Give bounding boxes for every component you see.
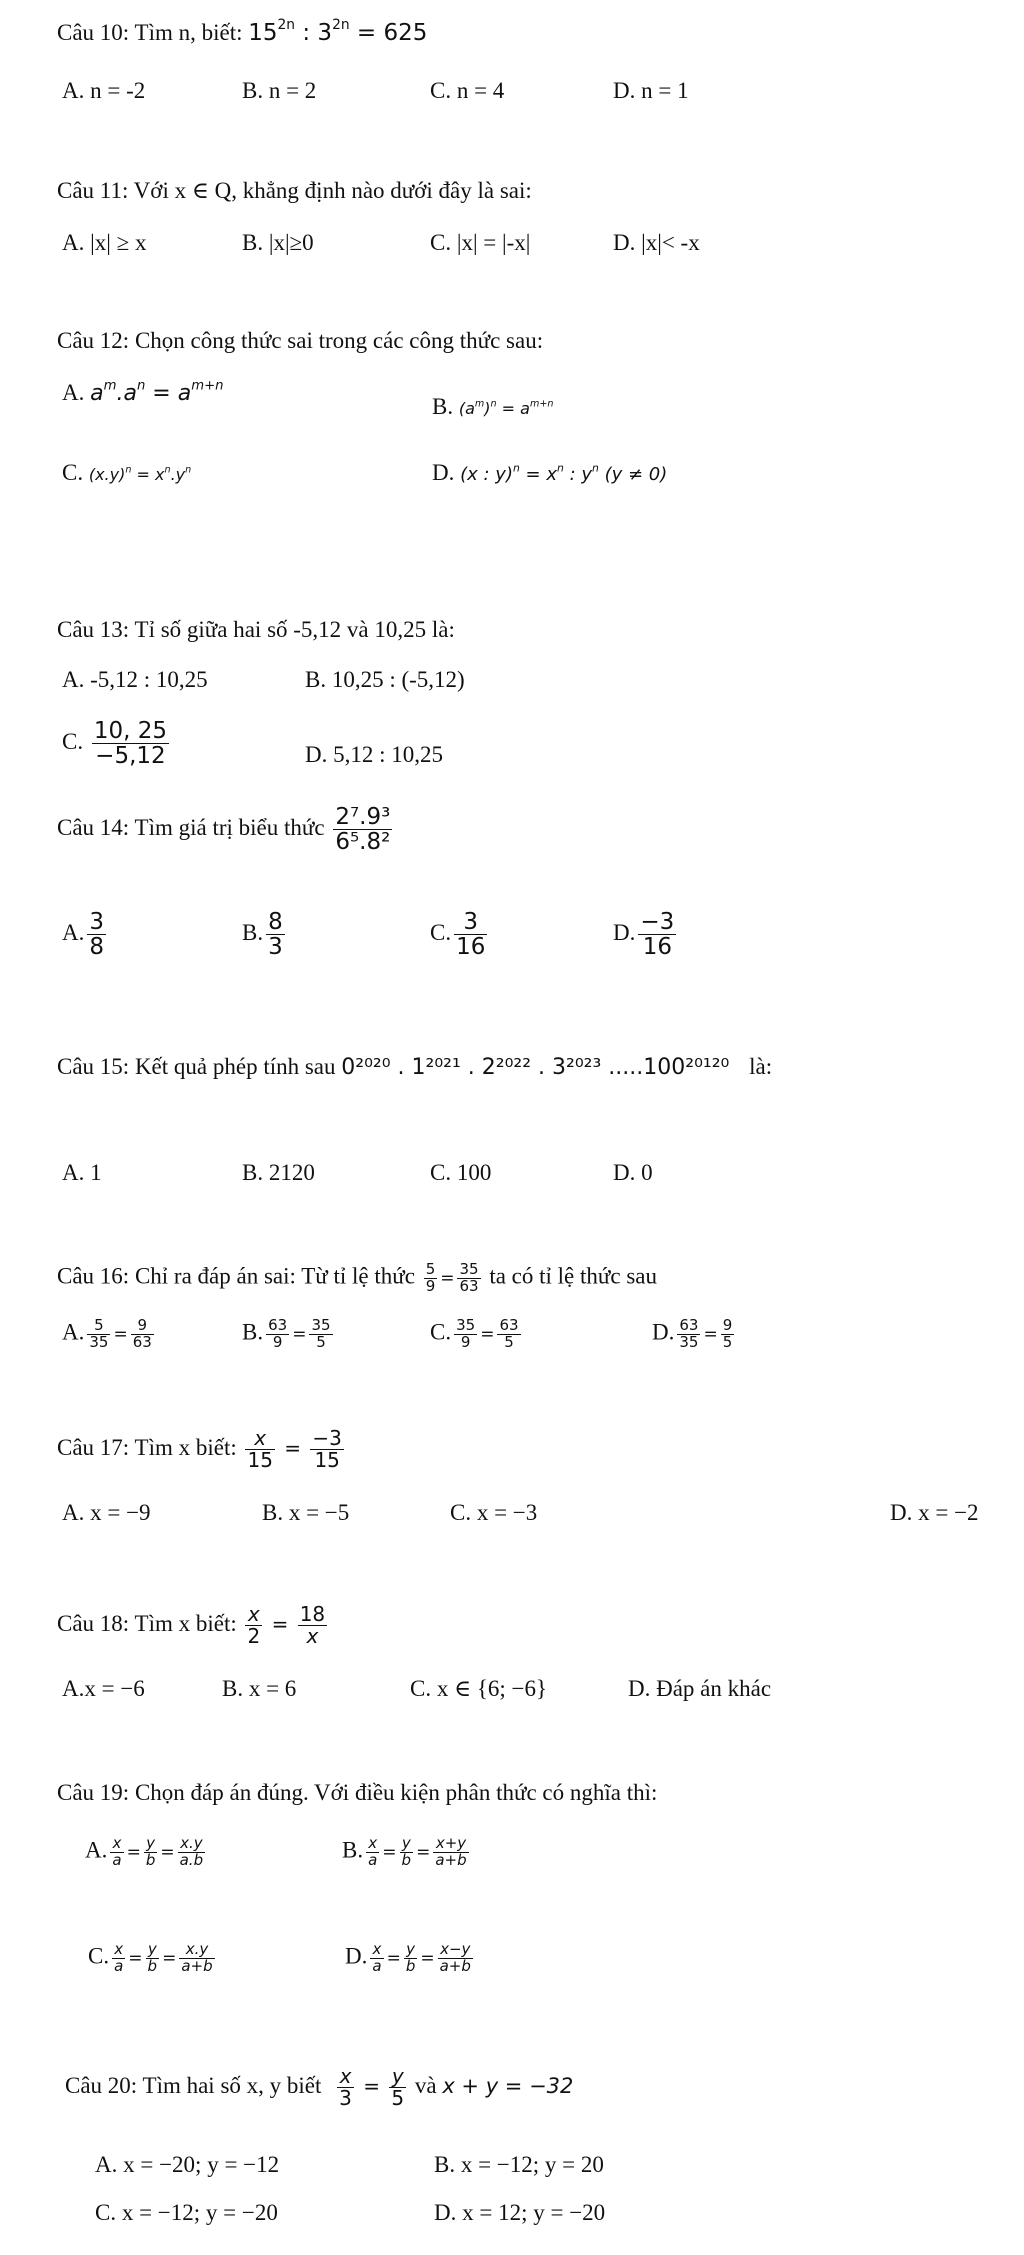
q18-option-c[interactable]: C. x ∈ {6; −6} — [410, 1676, 548, 1701]
q18-option-a[interactable]: A.x = −6 — [62, 1676, 145, 1701]
q15-expression: 0²⁰²⁰ . 1²⁰²¹ . 2²⁰²² . 3²⁰²³ .....100²⁰¹²⁰ — [341, 1055, 730, 1080]
q18-option-b[interactable]: B. x = 6 — [222, 1676, 297, 1701]
q13-c-fraction: $\frac{10, 25}{-5,12}$ — [93, 718, 167, 770]
q14-prompt: Câu 14: Tìm giá trị biểu thức $\frac{\text{2⁷.9³}}{\text{6⁵.8²}}$ — [57, 804, 391, 856]
q10-option-c[interactable]: C. n = 4 — [430, 78, 505, 103]
q13-option-c[interactable]: C. $\frac{10, 25}{-5,12}$ — [62, 718, 167, 770]
q12-option-a[interactable]: A. $a^m.a^n = a^{m+n}$ — [62, 378, 224, 406]
q20-option-b[interactable]: B. x = −12; y = 20 — [434, 2152, 604, 2177]
q12-b-formula: $(a^m)^n = a^{m+n}$ — [458, 398, 554, 418]
q17-option-b[interactable]: B. x = −5 — [262, 1500, 350, 1525]
q14-option-d[interactable]: D. $\frac{-3}{16}$ — [613, 909, 675, 961]
q11-option-b[interactable]: B. |x|≥0 — [242, 230, 314, 255]
q17-option-c[interactable]: C. x = −3 — [450, 1500, 538, 1525]
q16-option-a[interactable]: A. $\frac{5}{35}$ = $\frac{9}{63}$ — [62, 1316, 152, 1351]
q12-a-formula: $a^m.a^n = a^{m+n}$ — [90, 378, 224, 406]
q20-prompt: Câu 20: Tìm hai số x, y biết $\frac{x}{3}$ = $\frac{y}{5}$ và x + y = −32 — [65, 2064, 574, 2110]
q14-option-c[interactable]: C. $\frac{3}{16}$ — [430, 909, 486, 961]
q18-prompt: Câu 18: Tìm x biết: $\frac{x}{2}$ = $\frac{18}{x}$ — [57, 1602, 326, 1648]
q20-condition: x + y = −32 — [442, 2073, 574, 2098]
q16-prompt: Câu 16: Chỉ ra đáp án sai: Từ tỉ lệ thức $\frac{5}{9}$ = $\frac{35}{63}$ ta có tỉ lệ thức sau — [57, 1260, 657, 1295]
q17-prompt: Câu 17: Tìm x biết: $\frac{x}{15}$ = $\frac{-3}{15}$ — [57, 1426, 342, 1472]
q16-option-c[interactable]: C. $\frac{35}{9}$ = $\frac{63}{5}$ — [430, 1316, 519, 1351]
q14-expression: $\frac{\text{2⁷.9³}}{\text{6⁵.8²}}$ — [335, 804, 391, 856]
q11-option-c[interactable]: C. |x| = |-x| — [430, 230, 531, 255]
q19-option-b[interactable]: B. $\frac{x}{a}$ = $\frac{y}{b}$ = $\frac{x+y}{a+b}$ — [342, 1834, 467, 1869]
q12-prompt: Câu 12: Chọn công thức sai trong các công thức sau: — [57, 328, 544, 353]
q16-option-d[interactable]: D. $\frac{63}{35}$ = $\frac{9}{5}$ — [652, 1316, 733, 1351]
q15-option-c[interactable]: C. 100 — [430, 1160, 492, 1185]
q13-option-a[interactable]: A. -5,12 : 10,25 — [62, 667, 208, 692]
q18-option-d[interactable]: D. Đáp án khác — [628, 1676, 772, 1701]
q17-option-d[interactable]: D. x = −2 — [890, 1500, 979, 1525]
q12-option-c[interactable]: C. $(x.y)^n = x^n.y^n$ — [62, 460, 192, 485]
q15-prompt: Câu 15: Kết quả phép tính sau 0²⁰²⁰ . 1²⁰²¹ . 2²⁰²² . 3²⁰²³ .....100²⁰¹²⁰ là: — [57, 1054, 773, 1080]
q19-option-d[interactable]: D. $\frac{x}{a}$ = $\frac{y}{b}$ = $\frac{x-y}{a+b}$ — [345, 1940, 471, 1975]
q10-option-b[interactable]: B. n = 2 — [242, 78, 317, 103]
q11-option-a[interactable]: A. |x| ≥ x — [62, 230, 147, 255]
q10-option-d[interactable]: D. n = 1 — [613, 78, 689, 103]
q20-option-c[interactable]: C. x = −12; y = −20 — [95, 2200, 278, 2225]
q13-option-d[interactable]: D. 5,12 : 10,25 — [305, 742, 443, 767]
q11-option-d[interactable]: D. |x|< -x — [613, 230, 700, 255]
q19-option-c[interactable]: C. $\frac{x}{a}$ = $\frac{y}{b}$ = $\frac{x.y}{a+b}$ — [88, 1940, 213, 1975]
q20-option-d[interactable]: D. x = 12; y = −20 — [434, 2200, 606, 2225]
q16-option-b[interactable]: B. $\frac{63}{9}$ = $\frac{35}{5}$ — [242, 1316, 331, 1351]
q15-option-a[interactable]: A. 1 — [62, 1160, 102, 1185]
q12-option-b[interactable]: B. $(a^m)^n = a^{m+n}$ — [432, 394, 554, 419]
q12-option-d[interactable]: D. (x : $y)^n = x^n$ : $y^n$ (y ≠ 0) — [432, 460, 668, 485]
q19-option-a[interactable]: A. $\frac{x}{a}$ = $\frac{y}{b}$ = $\frac{x.y}{a.b}$ — [85, 1834, 204, 1869]
q15-option-b[interactable]: B. 2120 — [242, 1160, 315, 1185]
q12-c-formula: $(x.y)^n = x^n.y^n$ — [88, 464, 192, 484]
q13-prompt: Câu 13: Tỉ số giữa hai số -5,12 và 10,25 là: — [57, 617, 455, 642]
q13-option-b[interactable]: B. 10,25 : (-5,12) — [305, 667, 465, 692]
q14-option-b[interactable]: B. $\frac{8}{3}$ — [242, 909, 283, 961]
q15-option-d[interactable]: D. 0 — [613, 1160, 653, 1185]
q17-option-a[interactable]: A. x = −9 — [62, 1500, 151, 1525]
q11-prompt: Câu 11: Với x ∈ Q, khẳng định nào dưới đây là sai: — [57, 178, 532, 203]
q14-option-a[interactable]: A. $\frac{3}{8}$ — [62, 909, 105, 961]
q10-option-a[interactable]: A. n = -2 — [62, 78, 146, 103]
q12-d-formula: (x : $y)^n = x^n$ : $y^n$ (y ≠ 0) — [460, 461, 668, 485]
q10-prompt: Câu 10: Tìm n, biết: $15^{2n}$ : $3^{2n} = 625$ — [57, 16, 428, 46]
q19-prompt: Câu 19: Chọn đáp án đúng. Với điều kiện phân thức có nghĩa thì: — [57, 1780, 658, 1805]
q20-option-a[interactable]: A. x = −20; y = −12 — [95, 2152, 280, 2177]
